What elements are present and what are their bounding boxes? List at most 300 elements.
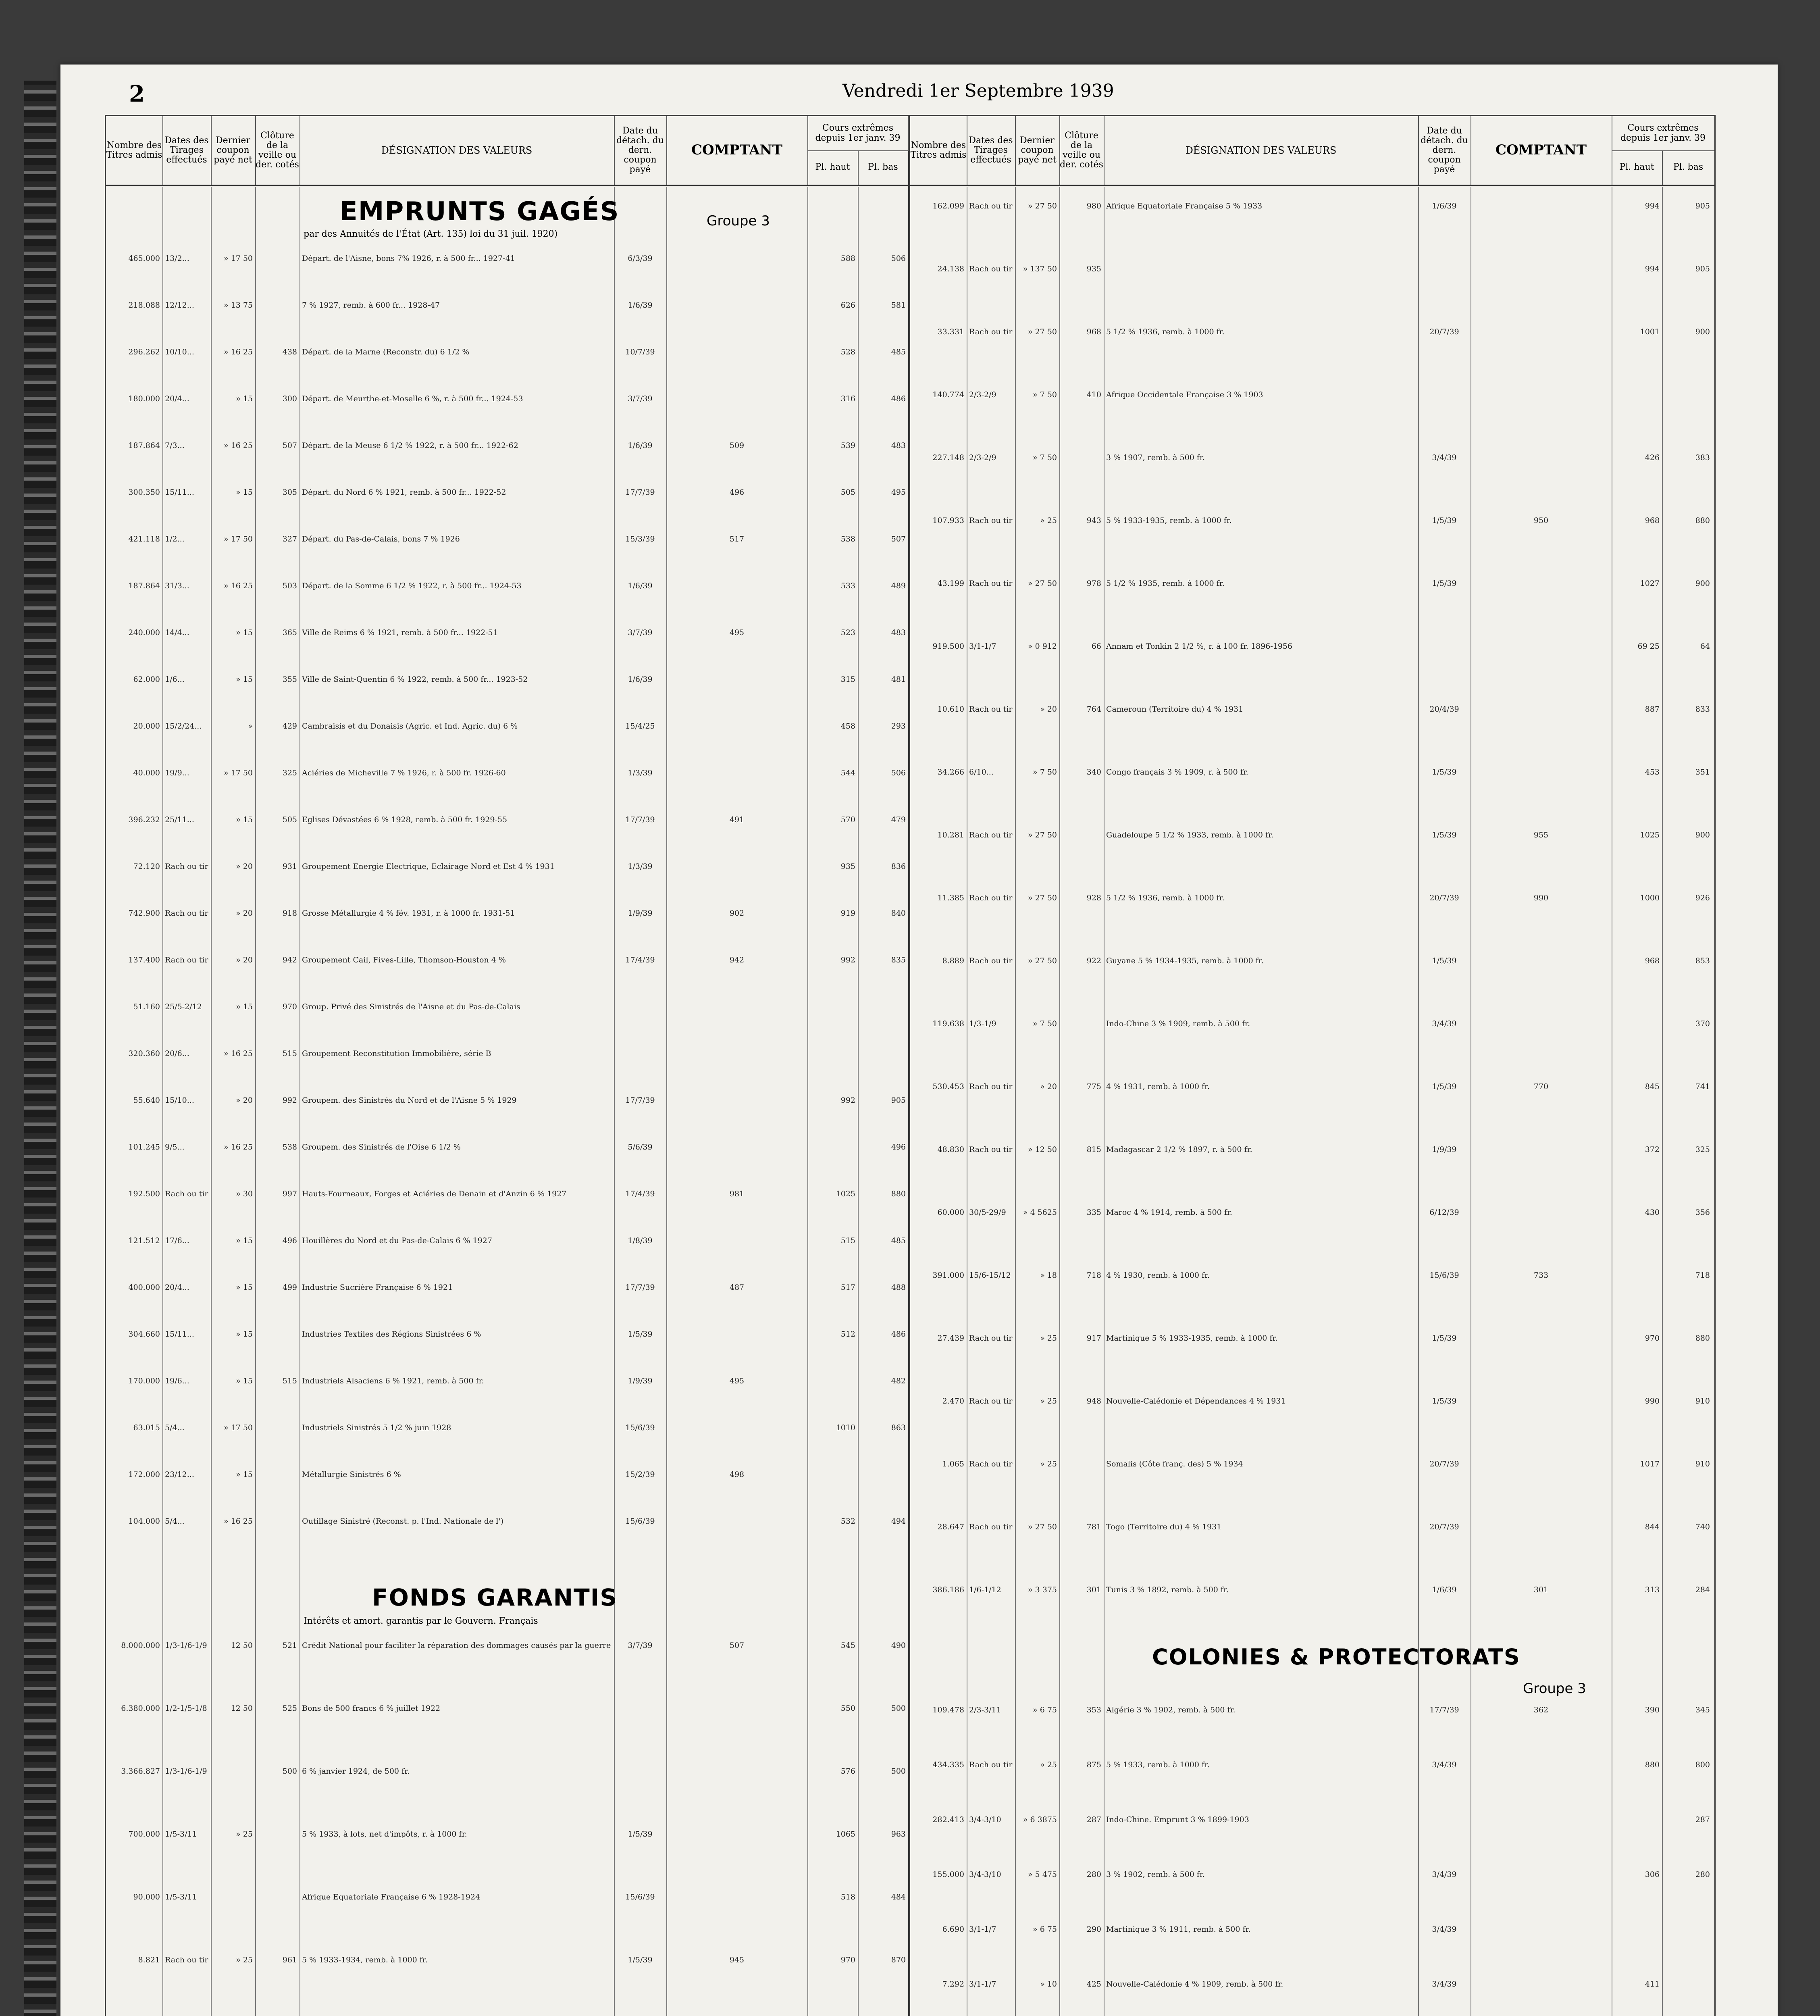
table-cell: 764 (1086, 705, 1101, 714)
table-cell: 740 (1695, 1522, 1710, 1531)
col-pl-haut: Pl. haut (1612, 150, 1663, 185)
table-cell (666, 1142, 807, 1152)
col-pl-bas: Pl. bas (1673, 162, 1704, 173)
table-cell: Grosse Métallurgie 4 % fév. 1931, r. à 1000 fr. 1931-51 (302, 909, 515, 918)
table-cell: 6/3/39 (628, 254, 653, 263)
table-cell: 870 (891, 1956, 906, 1964)
table-cell (1471, 641, 1612, 652)
table-cell: Rach ou tir (969, 831, 1013, 839)
table-cell: 15/2/24... (165, 722, 202, 731)
table-cell: » 6 75 (1033, 1925, 1057, 1934)
table-cell: 370 (1695, 1019, 1710, 1028)
table-cell: 482 (891, 1377, 906, 1385)
table-cell: 506 (891, 254, 906, 263)
table-cell (255, 253, 300, 264)
table-cell: 9/5... (165, 1143, 185, 1152)
table-cell: Départ. de la Marne (Reconstr. du) 6 1/2 % (302, 348, 470, 356)
table-cell: Rach ou tir (969, 705, 1013, 714)
table-cell: » 27 50 (1028, 831, 1057, 839)
table-cell: 15/4/25 (625, 722, 655, 731)
table-cell: 880 (1645, 1760, 1660, 1769)
table-cell: 20/7/39 (1429, 327, 1459, 336)
table-cell: 1/9/39 (628, 909, 653, 918)
table-cell: 968 (1645, 956, 1660, 965)
table-cell: 31/3... (165, 581, 189, 590)
table-cell: 1/8/39 (628, 1236, 653, 1245)
table-cell: 505 (840, 488, 855, 497)
table-cell: 900 (1695, 831, 1710, 839)
table-cell: 6/10... (969, 768, 994, 777)
table-cell: 335 (1086, 1208, 1101, 1217)
table-cell: 355 (282, 675, 297, 684)
table-cell: 5 % 1933, remb. à 1000 fr. (1106, 1760, 1210, 1769)
table-cell: 905 (1695, 202, 1710, 210)
table-cell: 1/3-1/9 (969, 1019, 996, 1028)
table-cell: Indo-Chine 3 % 1909, remb. à 500 fr. (1106, 1019, 1250, 1028)
table-cell: 6.380.000 (121, 1704, 160, 1713)
table-cell: 15/3/39 (625, 535, 655, 544)
table-cell: Cameroun (Territoire du) 4 % 1931 (1106, 705, 1244, 714)
table-cell: » 16 25 (223, 1517, 253, 1526)
table-cell (1059, 452, 1104, 463)
table-cell: 109.478 (932, 1706, 964, 1714)
table-cell: 306 (1645, 1870, 1660, 1879)
table-cell: 880 (1695, 516, 1710, 525)
table-cell: 140.774 (932, 390, 964, 399)
table-cell: Métallurgie Sinistrés 6 % (302, 1470, 401, 1479)
table-cell: 545 (840, 1641, 855, 1650)
table-cell: 60.000 (937, 1208, 964, 1217)
table-cell: » 4 5625 (1023, 1208, 1057, 1217)
table-cell: Martinique 3 % 1911, remb. à 500 fr. (1106, 1925, 1251, 1934)
table-cell: » 27 50 (1028, 579, 1057, 588)
table-cell: 3/1-1/7 (969, 642, 996, 651)
table-cell: 488 (891, 1283, 906, 1292)
table-cell (1059, 830, 1104, 840)
table-row (910, 1207, 1714, 1218)
section-colonies: COLONIES & PROTECTORATS (1152, 1644, 1520, 1670)
table-cell (1471, 264, 1612, 274)
table-cell: 1/5/39 (628, 1330, 653, 1339)
table-cell: 550 (840, 1704, 855, 1713)
table-cell (614, 1002, 666, 1012)
table-cell: Rach ou tir (165, 1189, 208, 1198)
table-cell: Départ. du Nord 6 % 1921, remb. à 500 fr... 1922-52 (302, 488, 506, 497)
table-cell: 383 (1695, 453, 1710, 462)
table-cell: 296.262 (128, 348, 160, 356)
table-cell: 626 (840, 301, 855, 310)
table-cell: 845 (1645, 1082, 1660, 1091)
col-tirages: Dates des Tirages effectués (162, 116, 212, 185)
table-cell: 5/4... (165, 1517, 185, 1526)
table-cell: 7.292 (942, 1980, 964, 1989)
table-cell: 570 (840, 815, 855, 824)
table-cell: 1/5/39 (1432, 1334, 1457, 1343)
table-cell: 465.000 (128, 254, 160, 263)
table-cell (858, 1002, 908, 1012)
table-cell: Groupement Energie Electrique, Eclairage Nord et Est 4 % 1931 (302, 862, 555, 871)
table-cell: » 25 (1040, 1760, 1057, 1769)
table-cell: » 15 (236, 815, 253, 824)
table-cell (1662, 389, 1712, 400)
table-cell: 479 (891, 815, 906, 824)
col-cours-extremes: Cours extrêmes depuis 1er janv. 39 (807, 116, 909, 151)
table-cell: » 7 50 (1033, 1019, 1057, 1028)
table-cell: 499 (282, 1283, 297, 1292)
table-cell: 155.000 (932, 1870, 964, 1879)
table-cell (666, 674, 807, 685)
table-cell: 293 (891, 722, 906, 731)
table-cell: 20/7/39 (1429, 1460, 1459, 1468)
table-row (910, 1869, 1714, 1880)
table-cell: Rach ou tir (969, 1397, 1013, 1406)
table-cell: Nouvelle-Calédonie et Dépendances 4 % 1931 (1106, 1397, 1286, 1406)
table-cell (807, 1048, 858, 1059)
table-cell: 17/7/39 (625, 488, 655, 497)
table-cell: 25/5-2/12 (165, 1002, 202, 1011)
table-cell: 733 (1533, 1271, 1549, 1280)
table-cell: 172.000 (128, 1470, 160, 1479)
table-cell: Rach ou tir (969, 579, 1013, 588)
table-cell: 515 (840, 1236, 855, 1245)
table-cell: 17/7/39 (625, 815, 655, 824)
table-cell: Groupem. des Sinistrés du Nord et de l'Aisne 5 % 1929 (302, 1096, 517, 1105)
table-cell: 718 (1695, 1271, 1710, 1280)
right-rows-colonies (910, 1705, 1714, 2016)
table-cell: » 25 (236, 1830, 253, 1839)
table-cell: » 25 (236, 1956, 253, 1964)
table-row (106, 1002, 908, 1012)
table-cell (1471, 704, 1612, 714)
table-cell: Group. Privé des Sinistrés de l'Aisne et du Pas-de-Calais (302, 1002, 520, 1011)
page-number: 2 (129, 81, 145, 107)
table-cell (1418, 641, 1471, 652)
table-cell: 900 (1695, 327, 1710, 336)
table-cell (1612, 1270, 1662, 1281)
table-cell: 1/6/39 (628, 301, 653, 310)
table-row (910, 1979, 1714, 1989)
table-cell: 5/6/39 (628, 1143, 653, 1152)
table-row (106, 1640, 908, 1651)
table-cell: 15/10... (165, 1096, 194, 1105)
table-cell: 240.000 (128, 628, 160, 637)
table-cell: Ville de Saint-Quentin 6 % 1922, remb. à 500 fr... 1923-52 (302, 675, 528, 684)
table-row (910, 1144, 1714, 1155)
table-cell (666, 347, 807, 357)
table-row (106, 1892, 908, 1902)
table-cell: 3/1-1/7 (969, 1925, 996, 1934)
table-cell: 1/3/39 (628, 862, 653, 871)
table-cell: » 5 475 (1028, 1870, 1057, 1879)
table-cell: 485 (891, 1236, 906, 1245)
table-cell: 305 (282, 488, 297, 497)
table-cell: 875 (1086, 1760, 1101, 1769)
table-cell: » 15 (236, 1283, 253, 1292)
table-cell: 6.690 (942, 1925, 964, 1934)
table-cell: 192.500 (128, 1189, 160, 1198)
table-cell (666, 1766, 807, 1776)
table-cell: 1/6/39 (628, 441, 653, 450)
table-row (106, 814, 908, 825)
table-cell: 512 (840, 1330, 855, 1339)
col-tirages: Dates des Tirages effectués (967, 116, 1016, 185)
table-cell: Nouvelle-Calédonie 4 % 1909, remb. à 500 fr. (1106, 1980, 1283, 1989)
table-cell: 8.821 (138, 1956, 160, 1964)
table-cell: Industriels Sinistrés 5 1/2 % juin 1928 (302, 1423, 451, 1432)
table-cell (1471, 452, 1612, 463)
col-date-detach: Date du détach. du dern. coupon payé (614, 116, 667, 185)
table-cell: 1025 (836, 1189, 855, 1198)
table-cell: 280 (1695, 1870, 1710, 1879)
table-cell: Rach ou tir (165, 909, 208, 918)
table-cell (807, 1469, 858, 1480)
left-rows (106, 253, 908, 1563)
table-row (106, 955, 908, 965)
table-cell: Rach ou tir (165, 956, 208, 964)
table-row (106, 861, 908, 872)
table-cell: 6 % janvier 1924, de 500 fr. (302, 1767, 410, 1776)
col-comptant: COMPTANT (1471, 116, 1612, 185)
table-cell: » 3 375 (1028, 1585, 1057, 1594)
table-cell: Algérie 3 % 1902, remb. à 500 fr. (1106, 1706, 1236, 1714)
table-cell: 515 (282, 1049, 297, 1058)
table-cell: » 27 50 (1028, 327, 1057, 336)
table-cell: 496 (891, 1143, 906, 1152)
table-cell: 313 (1645, 1585, 1660, 1594)
table-cell: 12 50 (231, 1641, 253, 1650)
table-cell: 20/4... (165, 1283, 189, 1292)
table-row (910, 1814, 1714, 1825)
table-cell: » 13 75 (223, 301, 253, 310)
table-cell: 507 (282, 441, 297, 450)
table-cell: 1/5/39 (1432, 579, 1457, 588)
table-cell: 1010 (836, 1423, 855, 1432)
table-cell: Somalis (Côte franç. des) 5 % 1934 (1106, 1460, 1243, 1468)
table-cell: 997 (282, 1189, 297, 1198)
table-cell (614, 1048, 666, 1059)
table-cell: 3/4-3/10 (969, 1870, 1001, 1879)
table-cell: 1/3-1/6-1/9 (165, 1641, 207, 1650)
table-cell (211, 1892, 255, 1902)
table-cell: » 15 (236, 1377, 253, 1385)
table-cell: » 17 50 (223, 768, 253, 777)
table-cell: 498 (729, 1470, 745, 1479)
table-cell: Industries Textiles des Régions Sinistrées 6 % (302, 1330, 481, 1339)
table-cell: 23/12... (165, 1470, 194, 1479)
table-cell: 1065 (836, 1830, 855, 1839)
table-cell: 931 (282, 862, 297, 871)
table-cell: » 17 50 (223, 535, 253, 544)
table-cell: Togo (Territoire du) 4 % 1931 (1106, 1522, 1222, 1531)
table-cell (1471, 1144, 1612, 1155)
table-cell: 538 (840, 535, 855, 544)
table-cell (614, 1766, 666, 1776)
table-cell: 992 (282, 1096, 297, 1105)
table-cell: Maroc 4 % 1914, remb. à 500 fr. (1106, 1208, 1232, 1217)
table-cell (1471, 1396, 1612, 1406)
table-cell (255, 1422, 300, 1433)
table-cell: Afrique Equatoriale Française 6 % 1928-1924 (302, 1893, 480, 1901)
groupe-label-right: Groupe 3 (1523, 1681, 1586, 1697)
table-cell: » 6 3875 (1023, 1815, 1057, 1824)
table-cell: Martinique 5 % 1933-1935, remb. à 1000 fr. (1106, 1334, 1278, 1343)
table-row (910, 452, 1714, 463)
table-cell: » 16 25 (223, 1143, 253, 1152)
col-coupon: Dernier coupon payé net (211, 116, 256, 185)
table-cell: 15/6-15/12 (969, 1271, 1011, 1280)
table-cell: 840 (891, 909, 906, 918)
table-cell: 30/5-29/9 (969, 1208, 1006, 1217)
table-cell: » 15 (236, 488, 253, 497)
table-cell: 483 (891, 441, 906, 450)
table-cell: 316 (840, 394, 855, 403)
table-row (910, 1585, 1714, 1595)
table-cell: 17/6... (165, 1236, 189, 1245)
table-cell: 917 (1086, 1334, 1101, 1343)
table-cell (255, 1516, 300, 1527)
table-cell: 386.186 (932, 1585, 964, 1594)
table-cell: 410 (1086, 390, 1101, 399)
table-cell: 15/6/39 (625, 1423, 655, 1432)
table-cell: » 20 (236, 956, 253, 964)
table-cell: 968 (1086, 327, 1101, 336)
table-cell: 836 (891, 862, 906, 871)
table-cell: 4 % 1931, remb. à 1000 fr. (1106, 1082, 1210, 1091)
table-cell: 544 (840, 768, 855, 777)
table-cell: 3 % 1902, remb. à 500 fr. (1106, 1870, 1205, 1879)
table-cell: 170.000 (128, 1377, 160, 1385)
table-cell: » 15 (236, 1236, 253, 1245)
col-date-detach: Date du détach. du dern. coupon payé (1418, 116, 1471, 185)
table-cell: 1/5-3/11 (165, 1830, 197, 1839)
table-cell: Départ. de l'Aisne, bons 7% 1926, r. à 500 fr... 1927-41 (302, 254, 515, 263)
table-row (106, 581, 908, 591)
right-rows (910, 201, 1714, 1647)
table-cell (666, 1829, 807, 1839)
table-cell: » 27 50 (1028, 1522, 1057, 1531)
table-cell: 17/4/39 (625, 1189, 655, 1198)
table-cell: 17/7/39 (1429, 1706, 1459, 1714)
table-cell: 351 (1695, 768, 1710, 777)
table-cell: 1/2-1/5-1/8 (165, 1704, 207, 1713)
table-cell: 500 (891, 1704, 906, 1713)
table-cell: » 18 (1040, 1271, 1057, 1280)
table-cell: 943 (1086, 516, 1101, 525)
table-row (910, 641, 1714, 652)
binding-strip (24, 81, 56, 2016)
table-cell (807, 1376, 858, 1386)
table-cell: 458 (840, 722, 855, 731)
table-cell: 588 (840, 254, 855, 263)
table-row (106, 1329, 908, 1339)
table-cell: Madagascar 2 1/2 % 1897, r. à 500 fr. (1106, 1145, 1252, 1154)
table-row (106, 440, 908, 451)
table-cell: 539 (840, 441, 855, 450)
table-cell: 948 (1086, 1397, 1101, 1406)
table-cell: 981 (729, 1189, 745, 1198)
table-cell: 500 (282, 1767, 297, 1776)
table-cell: 518 (840, 1893, 855, 1901)
table-row (910, 1522, 1714, 1532)
table-cell: 284 (1695, 1585, 1710, 1594)
table-cell: 1/5/39 (628, 1830, 653, 1839)
table-cell: 325 (282, 768, 297, 777)
table-cell: 2/3-3/11 (969, 1706, 1001, 1714)
table-cell: Rach ou tir (969, 516, 1013, 525)
table-cell: Rach ou tir (969, 893, 1013, 902)
table-cell: 62.000 (133, 675, 160, 684)
table-cell: 2/3-2/9 (969, 390, 996, 399)
table-cell: 15/11... (165, 488, 194, 497)
table-cell: 434.335 (932, 1760, 964, 1769)
table-cell: 919.500 (932, 642, 964, 651)
table-cell: 994 (1645, 202, 1660, 210)
table-row (910, 704, 1714, 714)
table-cell: 55.640 (133, 1096, 160, 1105)
table-cell: 815 (1086, 1145, 1101, 1154)
table-cell: » 25 (1040, 516, 1057, 525)
table-cell (1471, 1207, 1612, 1218)
table-cell: 12/12... (165, 301, 194, 310)
table-cell: 1000 (1640, 893, 1660, 902)
right-column-header (910, 116, 1714, 186)
table-cell: 180.000 (128, 394, 160, 403)
table-cell: 227.148 (932, 453, 964, 462)
table-cell: 963 (891, 1830, 906, 1839)
table-cell: Aciéries de Micheville 7 % 1926, r. à 500 fr. 1926-60 (302, 768, 506, 777)
table-row (106, 1235, 908, 1246)
table-cell: 15/6/39 (625, 1893, 655, 1901)
table-row (106, 768, 908, 778)
table-cell: 770 (1533, 1082, 1549, 1091)
table-cell: 507 (729, 1641, 745, 1650)
table-cell: 20/4... (165, 394, 189, 403)
table-cell: » 15 (236, 628, 253, 637)
table-cell: 14/4... (165, 628, 189, 637)
table-row (106, 1955, 908, 1965)
table-cell: 430 (1645, 1208, 1660, 1217)
table-cell: 40.000 (133, 768, 160, 777)
table-cell: Départ. de Meurthe-et-Moselle 6 %, r. à 500 fr... 1924-53 (302, 394, 523, 403)
table-row (106, 1376, 908, 1386)
table-cell: 533 (840, 581, 855, 590)
left-column-header (106, 116, 908, 186)
table-cell: Afrique Occidentale Française 3 % 1903 (1106, 390, 1263, 399)
table-cell: » 12 50 (1028, 1145, 1057, 1154)
section-emprunts-gages: EMPRUNTS GAGÉS (340, 197, 620, 227)
table-cell (666, 861, 807, 872)
table-cell: 3/4/39 (1432, 1925, 1457, 1934)
table-cell: 880 (1695, 1334, 1710, 1343)
table-row (910, 515, 1714, 526)
table-cell: Indo-Chine. Emprunt 3 % 1899-1903 (1106, 1815, 1249, 1824)
table-cell: 15/2/39 (625, 1470, 655, 1479)
table-cell (1471, 1018, 1612, 1029)
table-cell: Départ. de la Meuse 6 1/2 % 1922, r. à 500 fr... 1922-62 (302, 441, 518, 450)
table-cell: 3/4/39 (1432, 453, 1457, 462)
table-cell: » 20 (236, 862, 253, 871)
table-cell (1471, 1924, 1612, 1935)
table-cell (1104, 264, 1418, 274)
table-cell: 496 (729, 488, 745, 497)
table-cell: » 10 (1040, 1980, 1057, 1989)
table-cell: 7/3... (165, 441, 185, 450)
table-cell: » 7 50 (1033, 390, 1057, 399)
table-cell: 438 (282, 348, 297, 356)
table-cell: 396.232 (128, 815, 160, 824)
table-cell (858, 1469, 908, 1480)
table-cell: 742.900 (128, 909, 160, 918)
